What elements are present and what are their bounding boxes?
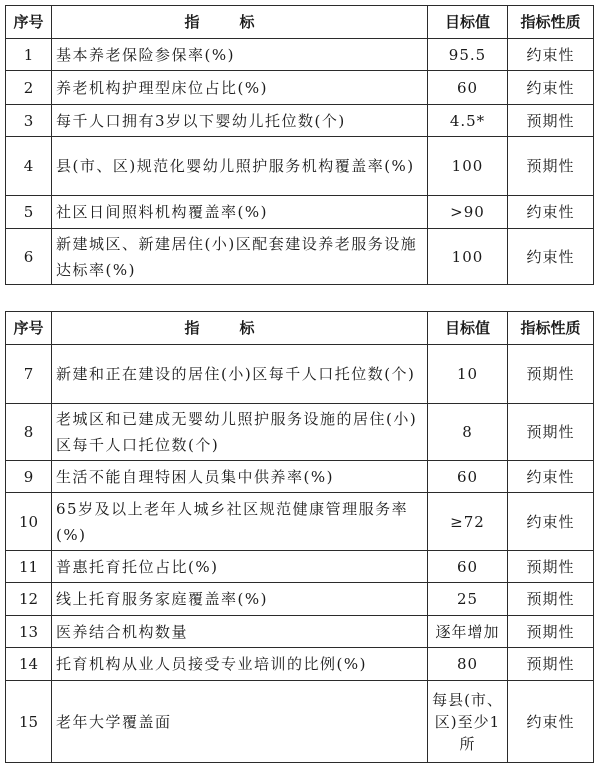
row-target: 10 xyxy=(428,345,508,404)
table-row xyxy=(6,137,594,196)
row-no: 1 xyxy=(6,39,52,71)
indicator-table-1 xyxy=(5,5,594,285)
row-target: 4.5* xyxy=(428,105,508,137)
indicator-table-2 xyxy=(5,311,594,763)
header-indicator: 指标 xyxy=(52,312,428,345)
row-no: 6 xyxy=(6,229,52,285)
row-nature: 预期性 xyxy=(508,404,594,461)
row-no: 7 xyxy=(6,345,52,404)
row-nature: 约束性 xyxy=(508,39,594,71)
row-indicator: 社区日间照料机构覆盖率(%) xyxy=(52,196,428,229)
row-target: 60 xyxy=(428,461,508,493)
row-no: 3 xyxy=(6,105,52,137)
header-no: 序号 xyxy=(6,6,52,39)
row-target: 逐年增加 xyxy=(428,616,508,648)
row-nature: 预期性 xyxy=(508,648,594,681)
row-no: 11 xyxy=(6,551,52,583)
table-row xyxy=(6,39,594,71)
row-no: 9 xyxy=(6,461,52,493)
row-nature: 约束性 xyxy=(508,196,594,229)
row-indicator: 养老机构护理型床位占比(%) xyxy=(52,71,428,105)
header-nature: 指标性质 xyxy=(508,312,594,345)
row-no: 15 xyxy=(6,681,52,763)
row-no: 10 xyxy=(6,493,52,551)
row-indicator: 普惠托育托位占比(%) xyxy=(52,551,428,583)
table-row xyxy=(6,648,594,681)
row-no: 4 xyxy=(6,137,52,196)
row-indicator: 托育机构从业人员接受专业培训的比例(%) xyxy=(52,648,428,681)
row-indicator: 线上托育服务家庭覆盖率(%) xyxy=(52,583,428,616)
row-indicator: 老年大学覆盖面 xyxy=(52,681,428,763)
row-nature: 预期性 xyxy=(508,137,594,196)
row-target: 60 xyxy=(428,551,508,583)
table-header-row xyxy=(6,312,594,345)
table-row xyxy=(6,616,594,648)
row-nature: 预期性 xyxy=(508,345,594,404)
table-row xyxy=(6,229,594,285)
row-no: 12 xyxy=(6,583,52,616)
header-indicator: 指标 xyxy=(52,6,428,39)
row-no: 2 xyxy=(6,71,52,105)
table-row xyxy=(6,493,594,551)
row-target: ≥72 xyxy=(428,493,508,551)
table-row xyxy=(6,71,594,105)
row-indicator: 生活不能自理特困人员集中供养率(%) xyxy=(52,461,428,493)
table-row xyxy=(6,551,594,583)
row-indicator: 医养结合机构数量 xyxy=(52,616,428,648)
row-target: 60 xyxy=(428,71,508,105)
row-indicator: 新建城区、新建居住(小)区配套建设养老服务设施达标率(%) xyxy=(52,229,428,285)
row-indicator: 基本养老保险参保率(%) xyxy=(52,39,428,71)
row-nature: 约束性 xyxy=(508,461,594,493)
row-nature: 约束性 xyxy=(508,681,594,763)
header-target: 目标值 xyxy=(428,312,508,345)
table-row xyxy=(6,681,594,763)
table-header-row xyxy=(6,6,594,39)
row-nature: 约束性 xyxy=(508,229,594,285)
row-nature: 预期性 xyxy=(508,551,594,583)
table-row xyxy=(6,345,594,404)
row-nature: 预期性 xyxy=(508,105,594,137)
row-indicator: 老城区和已建成无婴幼儿照护服务设施的居住(小)区每千人口托位数(个) xyxy=(52,404,428,461)
table-row xyxy=(6,105,594,137)
row-target: 95.5 xyxy=(428,39,508,71)
table-row xyxy=(6,461,594,493)
table-row xyxy=(6,404,594,461)
row-target: 80 xyxy=(428,648,508,681)
row-indicator: 新建和正在建设的居住(小)区每千人口托位数(个) xyxy=(52,345,428,404)
row-no: 5 xyxy=(6,196,52,229)
row-nature: 预期性 xyxy=(508,616,594,648)
row-indicator: 65岁及以上老年人城乡社区规范健康管理服务率(%) xyxy=(52,493,428,551)
row-no: 13 xyxy=(6,616,52,648)
row-target: >90 xyxy=(428,196,508,229)
row-nature: 预期性 xyxy=(508,583,594,616)
row-target: 8 xyxy=(428,404,508,461)
row-no: 14 xyxy=(6,648,52,681)
row-no: 8 xyxy=(6,404,52,461)
row-target: 100 xyxy=(428,137,508,196)
table-row xyxy=(6,196,594,229)
row-nature: 约束性 xyxy=(508,71,594,105)
header-target: 目标值 xyxy=(428,6,508,39)
row-indicator: 县(市、区)规范化婴幼儿照护服务机构覆盖率(%) xyxy=(52,137,428,196)
row-target: 每县(市、区)至少1所 xyxy=(428,681,508,763)
row-indicator: 每千人口拥有3岁以下婴幼儿托位数(个) xyxy=(52,105,428,137)
header-nature: 指标性质 xyxy=(508,6,594,39)
row-nature: 约束性 xyxy=(508,493,594,551)
row-target: 100 xyxy=(428,229,508,285)
row-target: 25 xyxy=(428,583,508,616)
header-no: 序号 xyxy=(6,312,52,345)
table-row xyxy=(6,583,594,616)
